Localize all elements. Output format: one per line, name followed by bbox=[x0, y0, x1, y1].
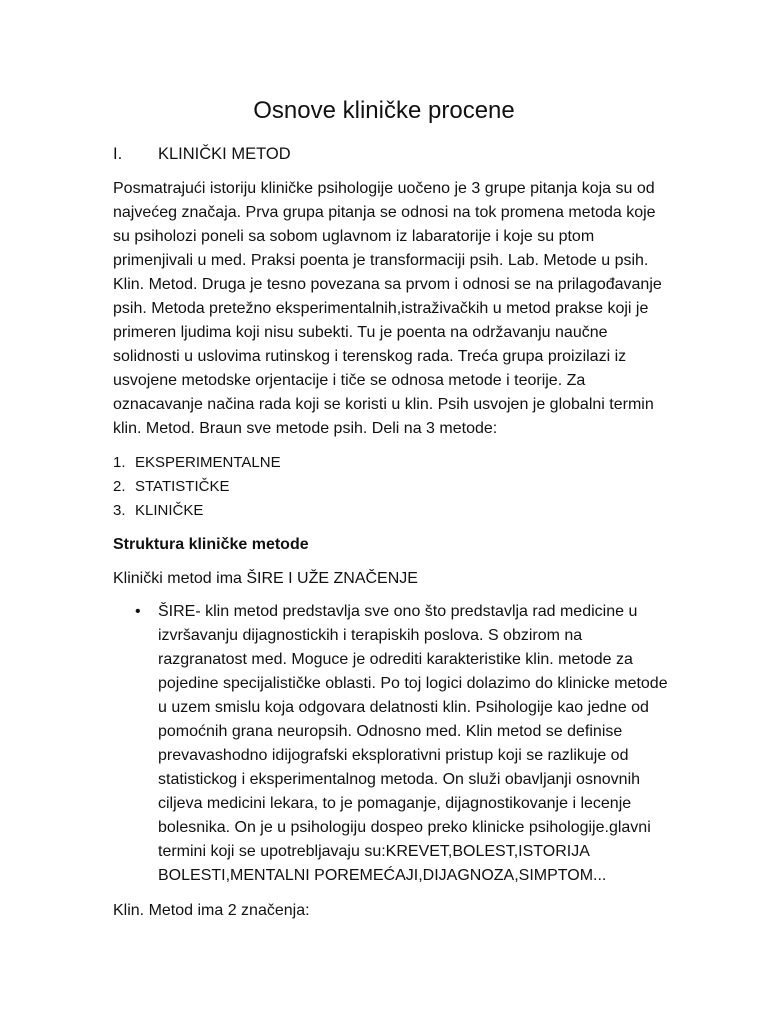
bullet-icon: • bbox=[135, 603, 141, 620]
list-item-number: 3. bbox=[113, 502, 126, 519]
bullet-text: ŠIRE- klin metod predstavlja sve ono što predstavlja rad medicine u izvršavanju dijagnostickih i terapiskih poslova. S obzirom na razgranatost med. Moguce je odrediti karakteristike klin. metode za pojedine specijalističke oblasti. Po toj logici dolazimo do klinicke metode u uzem smislu koja odgovara delatnosti klin. Psihologije kao jedne od pomoćnih grana neuropsih. Odnosno med. Klin metod se definise prevavashodno idijografski eksplorativni pristup koji se razlikuje od statistickog i eksperimentalnog metoda. On služi obavljanji osnovnih ciljeva medicini lekara, to je pomaganje, dijagnostikovanje i lecenje bolesnika. On je u psihologiju dospeo preko klinicke psihologije.glavni termini koji se upotrebljavaju su:KREVET,BOLEST,ISTORIJA BOLESTI,MENTALNI POREMEĆAJI,DIJAGNOZA,SIMPTOM... bbox=[158, 603, 668, 884]
meaning-line: Klinički metod ima ŠIRE I UŽE ZNAČENJE bbox=[113, 570, 418, 587]
bullet-list bbox=[113, 600, 673, 888]
list-item-number: 2. bbox=[113, 478, 126, 495]
section-title: KLINIČKI METOD bbox=[158, 145, 291, 163]
intro-paragraph: Posmatrajući istoriju kliničke psihologije uočeno je 3 grupe pitanja koja su od najvećeg značaja. Prva grupa pitanja se odnosi na tok promena metoda koje su psiholozi poneli sa sobom uglavnom iz labaratorije i koje su ptom primenjivali u med. Praksi poenta je transformaciji psih. Lab. Metode u psih. Klin. Metod. Druga je tesno povezana sa prvom i odnosi se na prilagođavanje psih. Metoda pretežno eksperimentalnih,istraživačkih u metod prakse koji je primeren ljudima koji nisu subekti. Tu je poenta na održavanju naučne solidnosti u uslovima rutinskog i terenskog rada. Treća grupa proizilazi iz usvojene metodske orjentacije i tiče se odnosa metode i teorije. Za oznacavanje načina rada koji se koristi u klin. Psih usvojen je globalni termin klin. Metod. Braun sve metode psih. Deli na 3 metode: bbox=[113, 180, 662, 437]
list-item-label: KLINIČKE bbox=[135, 502, 204, 519]
methods-list bbox=[113, 451, 281, 523]
closing-line: Klin. Metod ima 2 značenja: bbox=[113, 902, 310, 919]
list-item bbox=[113, 475, 281, 499]
section-number: I. bbox=[113, 145, 123, 163]
section-heading bbox=[113, 142, 291, 166]
list-item-label: STATISTIČKE bbox=[135, 478, 230, 495]
list-item-label: EKSPERIMENTALNE bbox=[135, 454, 281, 471]
structure-heading: Struktura kliničke metode bbox=[113, 536, 309, 553]
document-title: Osnove kliničke procene bbox=[253, 97, 515, 124]
list-item-number: 1. bbox=[113, 454, 126, 471]
list-item bbox=[113, 600, 673, 888]
list-item bbox=[113, 451, 281, 475]
list-item bbox=[113, 499, 281, 523]
